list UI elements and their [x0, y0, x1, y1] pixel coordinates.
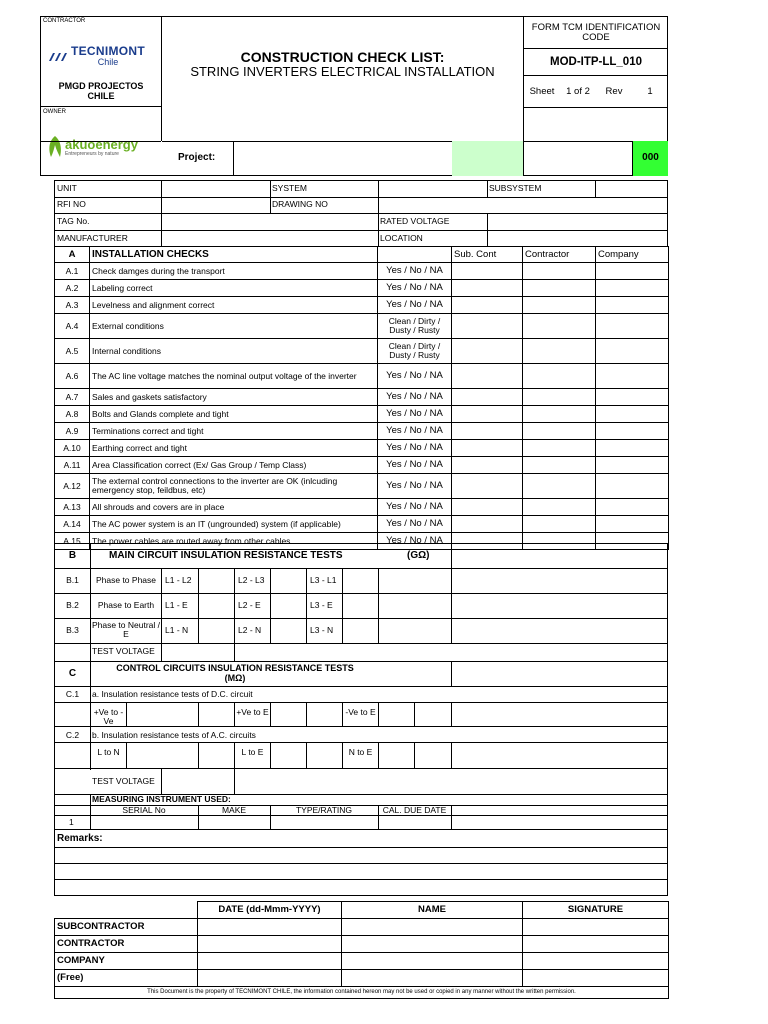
b-p3-label: L3 - N [310, 625, 334, 635]
check-id: A.13 [55, 499, 90, 516]
rated-voltage-label: RATED VOLTAGE [380, 216, 450, 226]
tecnimont-country: Chile [97, 57, 119, 67]
check-row [55, 406, 669, 423]
contractor-check-field[interactable] [523, 263, 596, 280]
check-text: Earthing correct and tight [90, 440, 378, 457]
rev-value: 1 [647, 86, 653, 97]
b-p1-label: L1 - N [165, 625, 189, 635]
instrument-type-field[interactable] [271, 816, 378, 830]
instrument-title: MEASURING INSTRUMENT USED: [92, 794, 231, 804]
pmgd-line-1: PMGD PROJECTOS [58, 81, 144, 91]
signoff-signature-field[interactable] [523, 953, 669, 970]
signoff-row [55, 919, 669, 936]
header-grid [40, 16, 668, 176]
b-p2-field[interactable] [271, 568, 306, 593]
subcont-check-field[interactable] [452, 499, 523, 516]
remarks-block[interactable] [54, 829, 668, 896]
check-options[interactable]: Yes / No / NA [378, 389, 452, 406]
check-id: A.10 [55, 440, 90, 457]
unit-label: UNIT [57, 183, 77, 193]
tag-label: TAG No. [57, 216, 90, 226]
b-row-label: Phase to Phase [95, 575, 156, 585]
manufacturer-field[interactable] [162, 230, 377, 247]
company-check-field[interactable] [596, 314, 669, 339]
check-row [55, 457, 669, 474]
check-options[interactable]: Yes / No / NA [378, 457, 452, 474]
c-test-voltage-field[interactable] [162, 769, 234, 795]
akuo-leaf-icon [47, 135, 63, 159]
check-text: Sales and gaskets satisfactory [90, 389, 378, 406]
b-p1-field[interactable] [199, 618, 234, 643]
subcont-check-field[interactable] [452, 423, 523, 440]
signoff-name-header: NAME [342, 902, 523, 919]
contractor-check-field[interactable] [523, 457, 596, 474]
company-check-field[interactable] [596, 263, 669, 280]
instrument-cal: CAL. DUE DATE [382, 805, 447, 815]
manufacturer-label: MANUFACTURER [57, 233, 128, 243]
title-cell [162, 17, 524, 141]
instrument-block [54, 794, 668, 830]
signoff-row [55, 970, 669, 987]
b-p1-field[interactable] [199, 593, 234, 618]
drawing-field[interactable] [379, 197, 667, 213]
signoff-signature-header: SIGNATURE [523, 902, 669, 919]
company-check-field[interactable] [596, 297, 669, 314]
check-id: A.8 [55, 406, 90, 423]
system-label: SYSTEM [272, 183, 307, 193]
check-text: The external control connections to the inverter are OK (inlcuding emergency stop, feildbus, etc) [90, 474, 378, 499]
contractor-check-field[interactable] [523, 474, 596, 499]
section-c-title: CONTROL CIRCUITS INSULATION RESISTANCE TESTS [116, 663, 354, 673]
check-options[interactable]: Yes / No / NA [378, 533, 452, 550]
contractor-check-field[interactable] [523, 406, 596, 423]
col-contractor: Contractor [523, 247, 596, 263]
check-id: A.4 [55, 314, 90, 339]
b-p3-field[interactable] [343, 568, 378, 593]
signoff-table [54, 901, 669, 999]
check-row [55, 297, 669, 314]
c2-field-3[interactable] [379, 742, 414, 768]
check-text: External conditions [90, 314, 378, 339]
b-row-label: Phase to Neutral / E [91, 620, 161, 639]
b-p2-label: L2 - N [238, 625, 262, 635]
company-check-field[interactable] [596, 440, 669, 457]
b-test-voltage-label: TEST VOLTAGE [92, 646, 155, 656]
b-p3-field[interactable] [343, 593, 378, 618]
contractor-check-field[interactable] [523, 389, 596, 406]
main-form [54, 180, 668, 998]
company-check-field[interactable] [596, 406, 669, 423]
signoff-role: COMPANY [55, 953, 198, 970]
contractor-check-field[interactable] [523, 314, 596, 339]
check-id: A.6 [55, 364, 90, 389]
signoff-role: CONTRACTOR [55, 936, 198, 953]
check-options[interactable]: Yes / No / NA [378, 499, 452, 516]
page-title: CONSTRUCTION CHECK LIST: [240, 49, 445, 65]
check-options[interactable]: Yes / No / NA [378, 406, 452, 423]
b-row-id: B.1 [66, 575, 79, 585]
c2-field-2[interactable] [271, 742, 306, 768]
company-check-field[interactable] [596, 457, 669, 474]
check-options[interactable]: Yes / No / NA [378, 364, 452, 389]
subcont-check-field[interactable] [452, 339, 523, 364]
signoff-date-field[interactable] [198, 919, 342, 936]
c1-field-3[interactable] [379, 702, 414, 726]
c2-field-1[interactable] [127, 742, 198, 768]
b-p2-label: L2 - E [238, 600, 261, 610]
b-test-voltage-field[interactable] [162, 643, 234, 662]
subcont-check-field[interactable] [452, 440, 523, 457]
instrument-make-field[interactable] [199, 816, 270, 830]
check-options[interactable]: Yes / No / NA [378, 474, 452, 499]
section-a-letter: A [55, 247, 90, 263]
tag-field[interactable] [162, 213, 377, 230]
section-b-unit: (GΩ) [407, 550, 430, 561]
c1-label-2: +Ve to E [236, 707, 269, 717]
instrument-row-1: 1 [69, 817, 74, 827]
c2-id: C.2 [65, 730, 80, 740]
check-text: Labeling correct [90, 280, 378, 297]
tecnimont-logo [48, 46, 145, 67]
b-row-id: B.2 [66, 600, 79, 610]
check-text: The AC power system is an IT (ungrounded) system (if applicable) [90, 516, 378, 533]
remarks-label: Remarks: [57, 833, 103, 844]
check-id: A.11 [55, 457, 90, 474]
signoff-name-field[interactable] [342, 953, 523, 970]
project-name-field[interactable] [233, 141, 453, 176]
location-field[interactable] [488, 230, 667, 247]
check-row [55, 516, 669, 533]
b-p3-label: L3 - E [310, 600, 333, 610]
check-text: Bolts and Glands complete and tight [90, 406, 378, 423]
project-code-field[interactable] [452, 141, 524, 176]
company-check-field[interactable] [596, 339, 669, 364]
subsystem-label: SUBSYSTEM [489, 183, 542, 193]
section-b-block [54, 543, 668, 662]
signoff-date-field[interactable] [198, 936, 342, 953]
rfi-field[interactable] [162, 197, 269, 213]
b-p2-field[interactable] [271, 593, 306, 618]
c1-field-2[interactable] [271, 702, 306, 726]
c-test-voltage-label: TEST VOLTAGE [92, 776, 155, 786]
company-check-field[interactable] [596, 516, 669, 533]
instrument-serial-field[interactable] [91, 816, 198, 830]
check-row [55, 499, 669, 516]
rev-label: Rev [605, 86, 623, 97]
owner-label: OWNER [43, 109, 66, 115]
check-row [55, 423, 669, 440]
akuo-name: akuoenergy [65, 136, 138, 152]
rfi-label: RFI NO [57, 199, 86, 209]
c2-label-1: L to N [97, 747, 120, 757]
contractor-check-field[interactable] [523, 516, 596, 533]
footer-note: This Document is the property of TECNIMONT CHILE, the information contained hereon may not be used or copied in any manner without the written permission. [55, 987, 669, 999]
signoff-role: SUBCONTRACTOR [55, 919, 198, 936]
check-text: Levelness and alignment correct [90, 297, 378, 314]
signoff-date-header: DATE (dd-Mmm-YYYY) [198, 902, 342, 919]
instrument-type: TYPE/RATING [295, 805, 353, 815]
c2-label-2: L to E [241, 747, 264, 757]
check-text: All shrouds and covers are in place [90, 499, 378, 516]
section-c-block [54, 661, 668, 795]
section-b-letter: B [55, 544, 91, 568]
b-row-id: B.3 [66, 625, 79, 635]
col-subcont: Sub. Cont [452, 247, 523, 263]
info-block [54, 180, 668, 247]
c1-field-1[interactable] [127, 702, 198, 726]
subcont-check-field[interactable] [452, 314, 523, 339]
check-row [55, 280, 669, 297]
pmgd-line-2: CHILE [87, 91, 115, 101]
b-p2-label: L2 - L3 [238, 575, 265, 585]
b-p1-field[interactable] [199, 568, 234, 593]
subcont-check-field[interactable] [452, 263, 523, 280]
b-p2-field[interactable] [271, 618, 306, 643]
installation-checks-table [54, 246, 669, 550]
b-p3-label: L3 - L1 [310, 575, 337, 585]
instrument-make: MAKE [221, 805, 247, 815]
check-options[interactable]: Yes / No / NA [378, 297, 452, 314]
check-id: A.5 [55, 339, 90, 364]
contractor-label: CONTRACTOR [43, 18, 86, 24]
contractor-check-field[interactable] [523, 297, 596, 314]
contractor-check-field[interactable] [523, 339, 596, 364]
c1-label-3: -Ve to E [345, 707, 376, 717]
c1-label-1: +Ve to -Ve [93, 707, 124, 726]
instrument-cal-field[interactable] [379, 816, 451, 830]
tecnimont-mark-icon [48, 51, 68, 62]
contractor-check-field[interactable] [523, 440, 596, 457]
check-options[interactable]: Clean / Dirty / Dusty / Rusty [378, 339, 452, 364]
check-row [55, 339, 669, 364]
sheet-label: Sheet [529, 86, 555, 97]
signoff-name-field[interactable] [342, 936, 523, 953]
system-field[interactable] [379, 181, 486, 197]
subcont-check-field[interactable] [452, 474, 523, 499]
subsystem-field[interactable] [596, 181, 667, 197]
form-id-label: FORM TCM IDENTIFICATION CODE [524, 17, 668, 49]
section-b-title: MAIN CIRCUIT INSULATION RESISTANCE TESTS [109, 550, 343, 561]
section-c-letter: C [55, 662, 91, 686]
check-row [55, 474, 669, 499]
b-p3-field[interactable] [343, 618, 378, 643]
akuo-logo [47, 135, 138, 159]
check-text: The power cables are routed away from other cables [90, 533, 378, 550]
signoff-date-field[interactable] [198, 970, 342, 987]
unit-field[interactable] [162, 181, 269, 197]
project-number: 000 [633, 141, 668, 176]
check-row [55, 440, 669, 457]
check-id: A.15 [55, 533, 90, 550]
instrument-serial: SERIAL No [122, 805, 166, 815]
check-id: A.7 [55, 389, 90, 406]
check-options[interactable]: Yes / No / NA [378, 440, 452, 457]
b-row-label: Phase to Earth [97, 600, 155, 610]
signoff-role: (Free) [55, 970, 198, 987]
subcont-check-field[interactable] [452, 297, 523, 314]
contractor-check-field[interactable] [523, 423, 596, 440]
check-row [55, 314, 669, 339]
tecnimont-name: TECNIMONT [71, 44, 146, 58]
check-text: Internal conditions [90, 339, 378, 364]
signoff-row [55, 936, 669, 953]
signoff-signature-field[interactable] [523, 936, 669, 953]
company-check-field[interactable] [596, 474, 669, 499]
sheet-value: 1 of 2 [566, 86, 590, 97]
col-company: Company [596, 247, 669, 263]
signoff-name-field[interactable] [342, 970, 523, 987]
check-row [55, 364, 669, 389]
signoff-signature-field[interactable] [523, 970, 669, 987]
subcont-check-field[interactable] [452, 389, 523, 406]
subcont-check-field[interactable] [452, 364, 523, 389]
drawing-label: DRAWING NO [272, 199, 328, 209]
company-check-field[interactable] [596, 280, 669, 297]
check-id: A.9 [55, 423, 90, 440]
check-id: A.1 [55, 263, 90, 280]
company-check-field[interactable] [596, 364, 669, 389]
check-id: A.3 [55, 297, 90, 314]
company-check-field[interactable] [596, 389, 669, 406]
check-id: A.14 [55, 516, 90, 533]
contractor-check-field[interactable] [523, 364, 596, 389]
c2-label-3: N to E [348, 747, 373, 757]
check-options[interactable]: Clean / Dirty / Dusty / Rusty [378, 314, 452, 339]
contractor-logo-cell [41, 17, 162, 141]
c1-text: a. Insulation resistance tests of D.C. circuit [92, 689, 253, 699]
company-check-field[interactable] [596, 423, 669, 440]
b-p1-label: L1 - L2 [165, 575, 192, 585]
signoff-row [55, 953, 669, 970]
signoff-signature-field[interactable] [523, 919, 669, 936]
check-text: The AC line voltage matches the nominal output voltage of the inverter [90, 364, 378, 389]
company-check-field[interactable] [596, 499, 669, 516]
project-extra-field[interactable] [524, 141, 633, 176]
check-options[interactable]: Yes / No / NA [378, 263, 452, 280]
subcont-check-field[interactable] [452, 406, 523, 423]
signoff-name-field[interactable] [342, 919, 523, 936]
form-code: MOD-ITP-LL_010 [524, 49, 668, 76]
project-label: Project: [178, 152, 216, 163]
section-a-title: INSTALLATION CHECKS [90, 247, 378, 263]
subcont-check-field[interactable] [452, 280, 523, 297]
page-subtitle: STRING INVERTERS ELECTRICAL INSTALLATION [190, 64, 495, 79]
check-row [55, 263, 669, 280]
contractor-check-field[interactable] [523, 499, 596, 516]
signoff-date-field[interactable] [198, 953, 342, 970]
check-id: A.12 [55, 474, 90, 499]
check-text: Check damges during the transport [90, 263, 378, 280]
c2-text: b. Insulation resistance tests of A.C. circuits [92, 730, 256, 740]
contractor-check-field[interactable] [523, 280, 596, 297]
subcont-check-field[interactable] [452, 457, 523, 474]
check-options[interactable]: Yes / No / NA [378, 280, 452, 297]
check-options[interactable]: Yes / No / NA [378, 423, 452, 440]
check-row [55, 389, 669, 406]
check-id: A.2 [55, 280, 90, 297]
b-p1-label: L1 - E [165, 600, 188, 610]
c1-id: C.1 [65, 689, 80, 699]
sheet-rev-row [524, 75, 668, 108]
location-label: LOCATION [380, 233, 423, 243]
section-c-unit: (MΩ) [224, 673, 246, 683]
check-text: Terminations correct and tight [90, 423, 378, 440]
check-text: Area Classification correct (Ex/ Gas Group / Temp Class) [90, 457, 378, 474]
subcont-check-field[interactable] [452, 516, 523, 533]
rated-voltage-field[interactable] [488, 213, 667, 230]
akuo-tagline: Entrepreneurs by nature [65, 150, 119, 157]
check-options[interactable]: Yes / No / NA [378, 516, 452, 533]
